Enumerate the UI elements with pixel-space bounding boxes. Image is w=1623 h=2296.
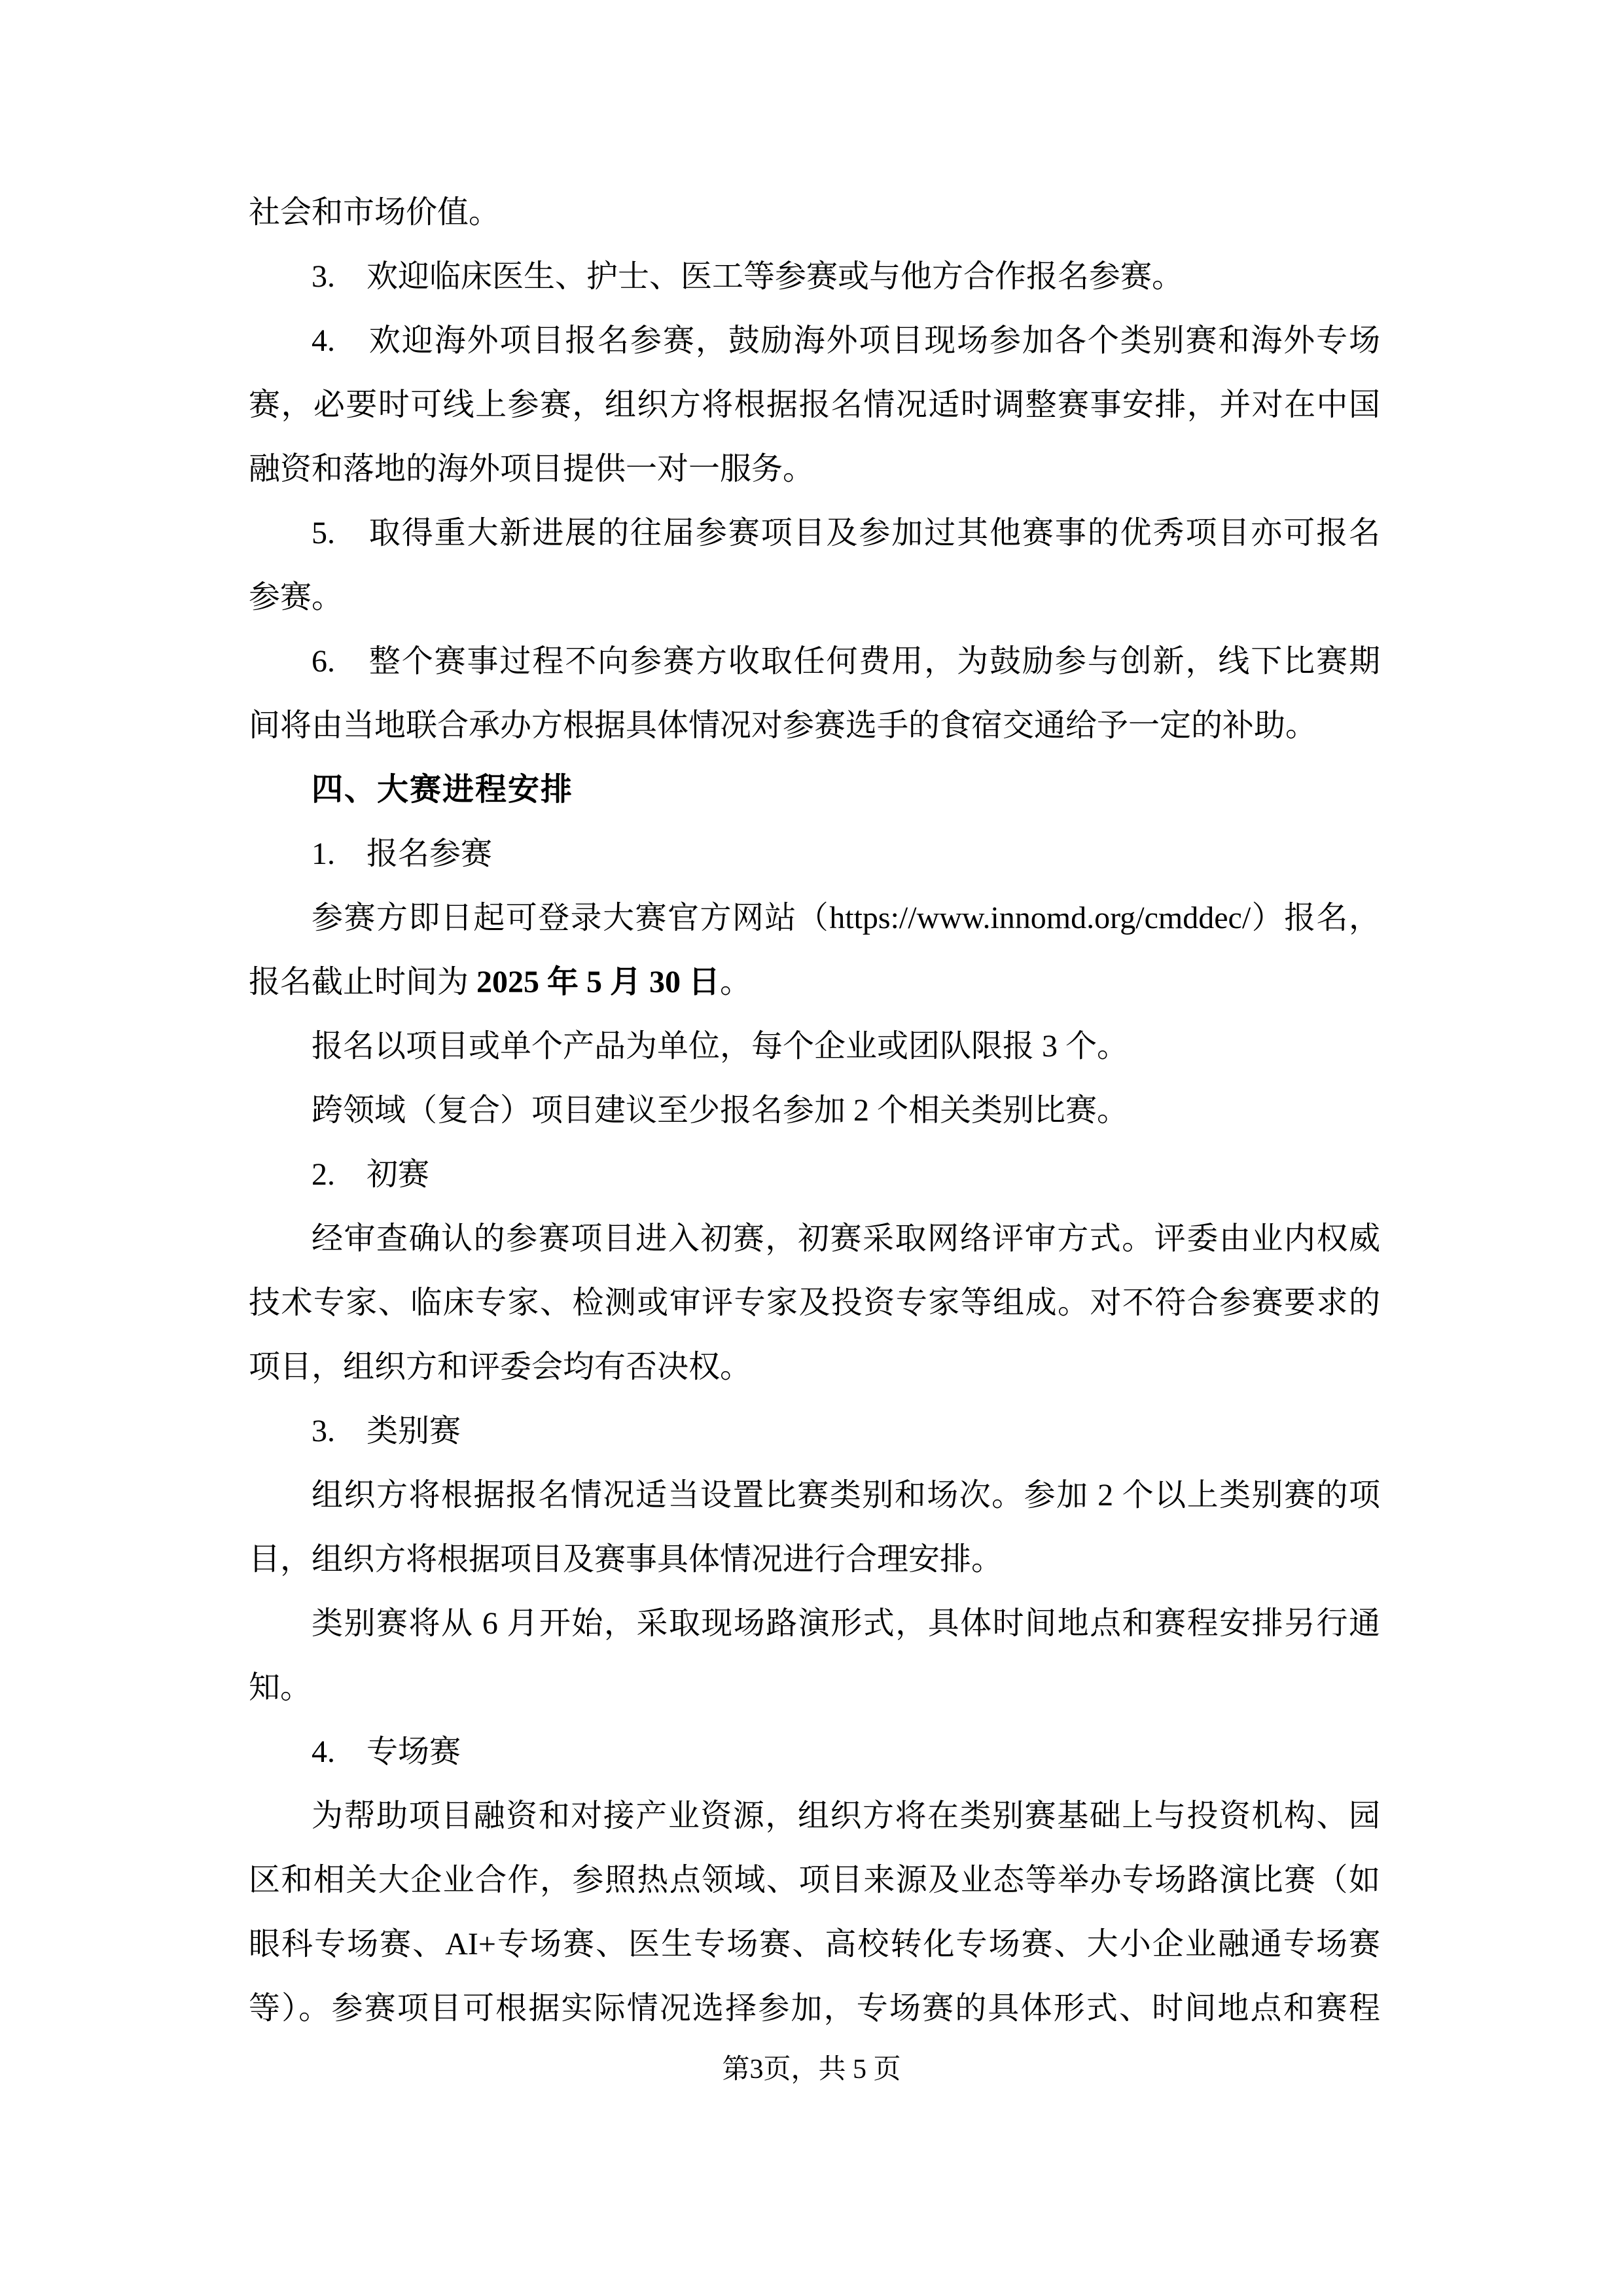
text-line xyxy=(249,1463,1380,1528)
text-line xyxy=(249,1592,1380,1656)
text-line xyxy=(249,694,1380,758)
text-line xyxy=(249,1335,1380,1399)
text-run: 目，组织方将根据项目及赛事具体情况进行合理安排。 xyxy=(249,1542,1003,1577)
text-run: 3. 类别赛 xyxy=(312,1414,461,1448)
text-run: 四、大赛进程安排 xyxy=(312,772,574,807)
text-run: 6. 整个赛事过程不向参赛方收取任何费用，为鼓励参与创新，线下比赛期 xyxy=(312,644,1380,679)
text-run: 项目，组织方和评委会均有否决权。 xyxy=(249,1350,752,1384)
text-run: 类别赛将从 6 月开始，采取现场路演形式，具体时间地点和赛程安排另行通 xyxy=(312,1606,1380,1641)
text-line xyxy=(249,309,1380,373)
text-run: 赛，必要时可线上参赛，组织方将根据报名情况适时调整赛事安排，并对在中国 xyxy=(249,387,1380,422)
text-line xyxy=(249,1848,1380,1912)
page-footer xyxy=(0,2049,1623,2090)
text-line xyxy=(249,373,1380,437)
text-run: 报名截止时间为 xyxy=(249,965,477,999)
text-run: 3. 欢迎临床医生、护士、医工等参赛或与他方合作报名参赛。 xyxy=(312,259,1184,294)
text-line xyxy=(249,1656,1380,1720)
text-line xyxy=(249,181,1380,245)
text-run: 眼科专场赛、AI+专场赛、医生专场赛、高校转化专场赛、大小企业融通专场赛 xyxy=(249,1927,1380,1962)
text-run: 1. 报名参赛 xyxy=(312,836,493,871)
text-line xyxy=(249,1271,1380,1335)
text-run: 4. 欢迎海外项目报名参赛，鼓励海外项目现场参加各个类别赛和海外专场 xyxy=(312,323,1380,358)
text-line xyxy=(249,565,1380,630)
text-run: 间将由当地联合承办方根据具体情况对参赛选手的食宿交通给予一定的补助。 xyxy=(249,708,1317,743)
text-line xyxy=(249,1014,1380,1079)
text-run: 。 xyxy=(720,965,752,999)
text-line xyxy=(249,822,1380,886)
text-run: 2025 年 5 月 30 日 xyxy=(476,965,721,999)
text-line xyxy=(249,1143,1380,1207)
text-run: 经审查确认的参赛项目进入初赛，初赛采取网络评审方式。评委由业内权威 xyxy=(312,1221,1380,1256)
text-run: 等）。参赛项目可根据实际情况选择参加，专场赛的具体形式、时间地点和赛程 xyxy=(249,1991,1380,2026)
text-line xyxy=(249,630,1380,694)
text-run: 组织方将根据报名情况适当设置比赛类别和场次。参加 2 个以上类别赛的项 xyxy=(312,1478,1380,1513)
text-run: 4. 专场赛 xyxy=(312,1734,461,1769)
text-run: 报名以项目或单个产品为单位，每个企业或团队限报 3 个。 xyxy=(312,1029,1129,1064)
text-run: 跨领域（复合）项目建议至少报名参加 2 个相关类别比赛。 xyxy=(312,1093,1129,1128)
text-line xyxy=(249,950,1380,1014)
text-line xyxy=(249,1720,1380,1784)
text-run: 参赛。 xyxy=(249,580,344,615)
text-run: 社会和市场价值。 xyxy=(249,195,501,230)
text-run: 区和相关大企业合作，参照热点领域、项目来源及业态等举办专场路演比赛（如 xyxy=(249,1863,1380,1897)
text-line xyxy=(249,245,1380,309)
text-line xyxy=(249,1784,1380,1848)
text-line xyxy=(249,1399,1380,1463)
text-line xyxy=(249,886,1380,950)
text-line xyxy=(249,437,1380,501)
text-line xyxy=(249,1912,1380,1977)
text-run: 为帮助项目融资和对接产业资源，组织方将在类别赛基础上与投资机构、园 xyxy=(312,1799,1380,1833)
text-line xyxy=(249,1207,1380,1271)
text-run: 5. 取得重大新进展的往届参赛项目及参加过其他赛事的优秀项目亦可报名 xyxy=(312,516,1380,550)
section-heading xyxy=(249,758,1380,822)
text-line xyxy=(249,1977,1380,2041)
text-run: 知。 xyxy=(249,1670,312,1705)
text-run: 技术专家、临床专家、检测或审评专家及投资专家等组成。对不符合参赛要求的 xyxy=(249,1285,1380,1320)
text-run: 参赛方即日起可登录大赛官方网站（https://www.innomd.org/cmddec/）报名， xyxy=(312,901,1380,935)
text-run: 2. 初赛 xyxy=(312,1157,430,1192)
text-run: 融资和落地的海外项目提供一对一服务。 xyxy=(249,452,815,486)
document-body xyxy=(249,181,1380,2041)
text-line xyxy=(249,1079,1380,1143)
text-line xyxy=(249,1528,1380,1592)
page-number-label: 第3页，共 5 页 xyxy=(722,2054,901,2085)
text-line xyxy=(249,501,1380,565)
